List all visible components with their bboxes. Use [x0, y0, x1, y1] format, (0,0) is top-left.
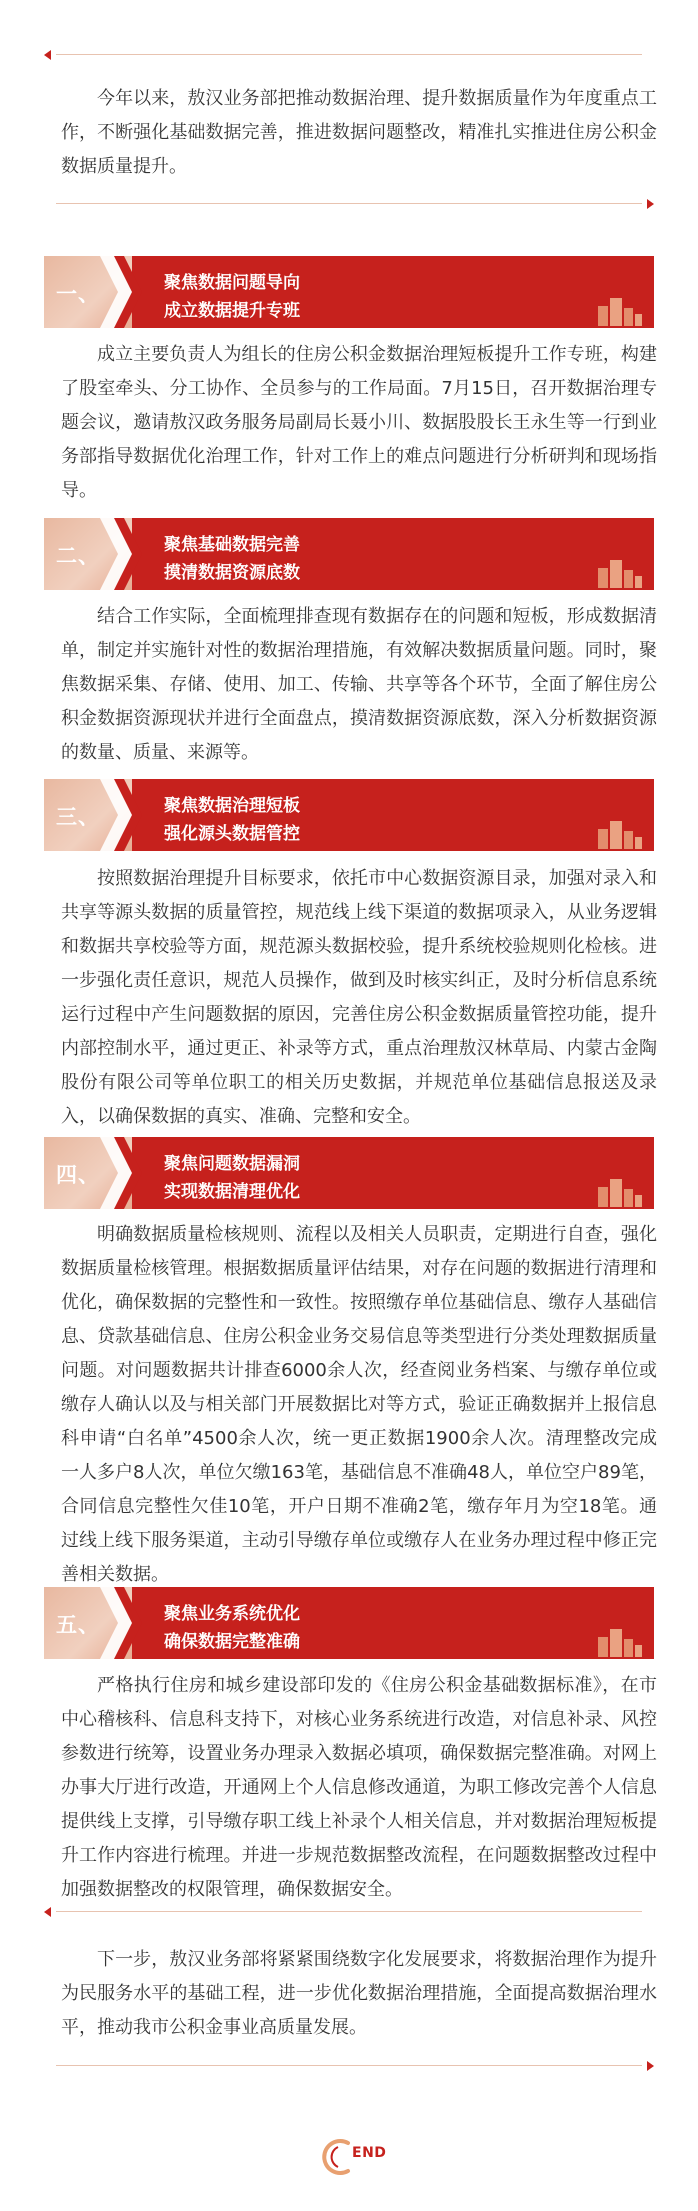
buildings-icon: [594, 556, 644, 588]
section-title-line-1: 聚焦数据问题导向: [164, 273, 300, 293]
section-4-body: 明确数据质量检核规则、流程以及相关人员职责，定期进行自查，强化数据质量检核管理。根据数据质量评估结果，对存在问题的数据进行清理和优化，确保数据的完整性和一致性。按照缴存单位基础信息、缴存人基础信息、贷款基础信息、住房公积金业务交易信息等类型进行分类处理数据质量问题。对问题数据共计排查6000余人次，经查阅业务档案、与缴存单位或缴存人确认以及与相关部门开展数据比对等方式，验证正确数据并上报信息科申请“白名单”4500余人次，统一更正数据1900余人次。清理整改完成一人多户8人次，单位欠缴163笔，基础信息不准确48人，单位空户89笔，合同信息完整性欠佳10笔，开户日期不准确2笔，缴存年月为空18笔。通过线上线下服务渠道，主动引导缴存单位或缴存人在业务办理过程中修正完善相关数据。: [61, 1224, 657, 1585]
intro-divider: [44, 197, 654, 211]
section-2-header: [44, 518, 654, 590]
section-3-header: [44, 779, 654, 851]
section-1-header: [44, 256, 654, 328]
buildings-icon: [594, 1175, 644, 1207]
outro-paragraph: 下一步，敖汉业务部将紧紧围绕数字化发展要求，将数据治理作为提升为民服务水平的基础工程，进一步优化数据治理措施，全面提高数据治理水平，推动我市公积金事业高质量发展。: [61, 1949, 657, 2038]
section-number: 四、: [56, 1163, 100, 1187]
section-title-line-2: 摸清数据资源底数: [164, 563, 300, 583]
section-title-line-2: 强化源头数据管控: [164, 824, 300, 844]
section-title-line-1: 聚焦问题数据漏洞: [164, 1154, 300, 1174]
divider-arrow-right-icon: [647, 199, 654, 209]
intro-paragraph: 今年以来，敖汉业务部把推动数据治理、提升数据质量作为年度重点工作，不断强化基础数据完善，推进数据问题整改，精准扎实推进住房公积金数据质量提升。: [61, 88, 657, 177]
end-label: END: [352, 2145, 387, 2161]
section-5-body: 严格执行住房和城乡建设部印发的《住房公积金基础数据标准》，在市中心稽核科、信息科支持下，对核心业务系统进行改造，对信息补录、风控参数进行统筹，设置业务办理录入数据必填项，确保数据完整准确。对网上办事大厅进行改造，开通网上个人信息修改通道，为职工修改完善个人信息提供线上支撑，引导缴存职工线上补录个人相关信息，并对数据治理短板提升工作内容进行梳理。并进一步规范数据整改流程，在问题数据整改过程中加强数据整改的权限管理，确保数据安全。: [61, 1675, 657, 1900]
section-title-line-2: 确保数据完整准确: [164, 1632, 300, 1652]
section-title-line-1: 聚焦业务系统优化: [164, 1604, 300, 1624]
section-title-line-2: 成立数据提升专班: [164, 301, 300, 321]
section-2-body: 结合工作实际，全面梳理排查现有数据存在的问题和短板，形成数据清单，制定并实施针对性的数据治理措施，有效解决数据质量问题。同时，聚焦数据采集、存储、使用、加工、传输、共享等各个环节，全面了解住房公积金数据资源现状并进行全面盘点，摸清数据资源底数，深入分析数据资源的数量、质量、来源等。: [61, 606, 657, 763]
section-number: 五、: [56, 1613, 100, 1637]
divider-arrow-left-icon: [44, 50, 51, 60]
top-divider: [44, 48, 654, 62]
outro-top-divider: [44, 1905, 654, 1919]
outro-bottom-divider: [44, 2059, 654, 2073]
section-number: 三、: [56, 805, 100, 829]
divider-arrow-left-icon: [44, 1907, 51, 1917]
section-number: 一、: [56, 282, 100, 306]
section-4-header: [44, 1137, 654, 1209]
buildings-icon: [594, 817, 644, 849]
section-title-line-2: 实现数据清理优化: [164, 1182, 300, 1202]
section-number: 二、: [56, 544, 100, 568]
divider-arrow-right-icon: [647, 2061, 654, 2071]
section-title-line-1: 聚焦数据治理短板: [164, 796, 300, 816]
section-5-header: [44, 1587, 654, 1659]
section-1-body: 成立主要负责人为组长的住房公积金数据治理短板提升工作专班，构建了股室牵头、分工协作、全员参与的工作局面。7月15日，召开数据治理专题会议，邀请敖汉政务服务局副局长聂小川、数据股股长王永生等一行到业务部指导数据优化治理工作，针对工作上的难点问题进行分析研判和现场指导。: [61, 344, 657, 501]
section-3-body: 按照数据治理提升目标要求，依托市中心数据资源目录，加强对录入和共享等源头数据的质量管控，规范线上线下渠道的数据项录入，从业务逻辑和数据共享校验等方面，规范源头数据校验，提升系统校验规则化检核。进一步强化责任意识，规范人员操作，做到及时核实纠正，及时分析信息系统运行过程中产生问题数据的原因，完善住房公积金数据质量管控功能，提升内部控制水平，通过更正、补录等方式，重点治理敖汉林草局、内蒙古金陶股份有限公司等单位职工的相关历史数据，并规范单位基础信息报送及录入，以确保数据的真实、准确、完整和安全。: [61, 868, 657, 1127]
buildings-icon: [594, 1625, 644, 1657]
section-title-line-1: 聚焦基础数据完善: [164, 535, 300, 555]
buildings-icon: [594, 294, 644, 326]
